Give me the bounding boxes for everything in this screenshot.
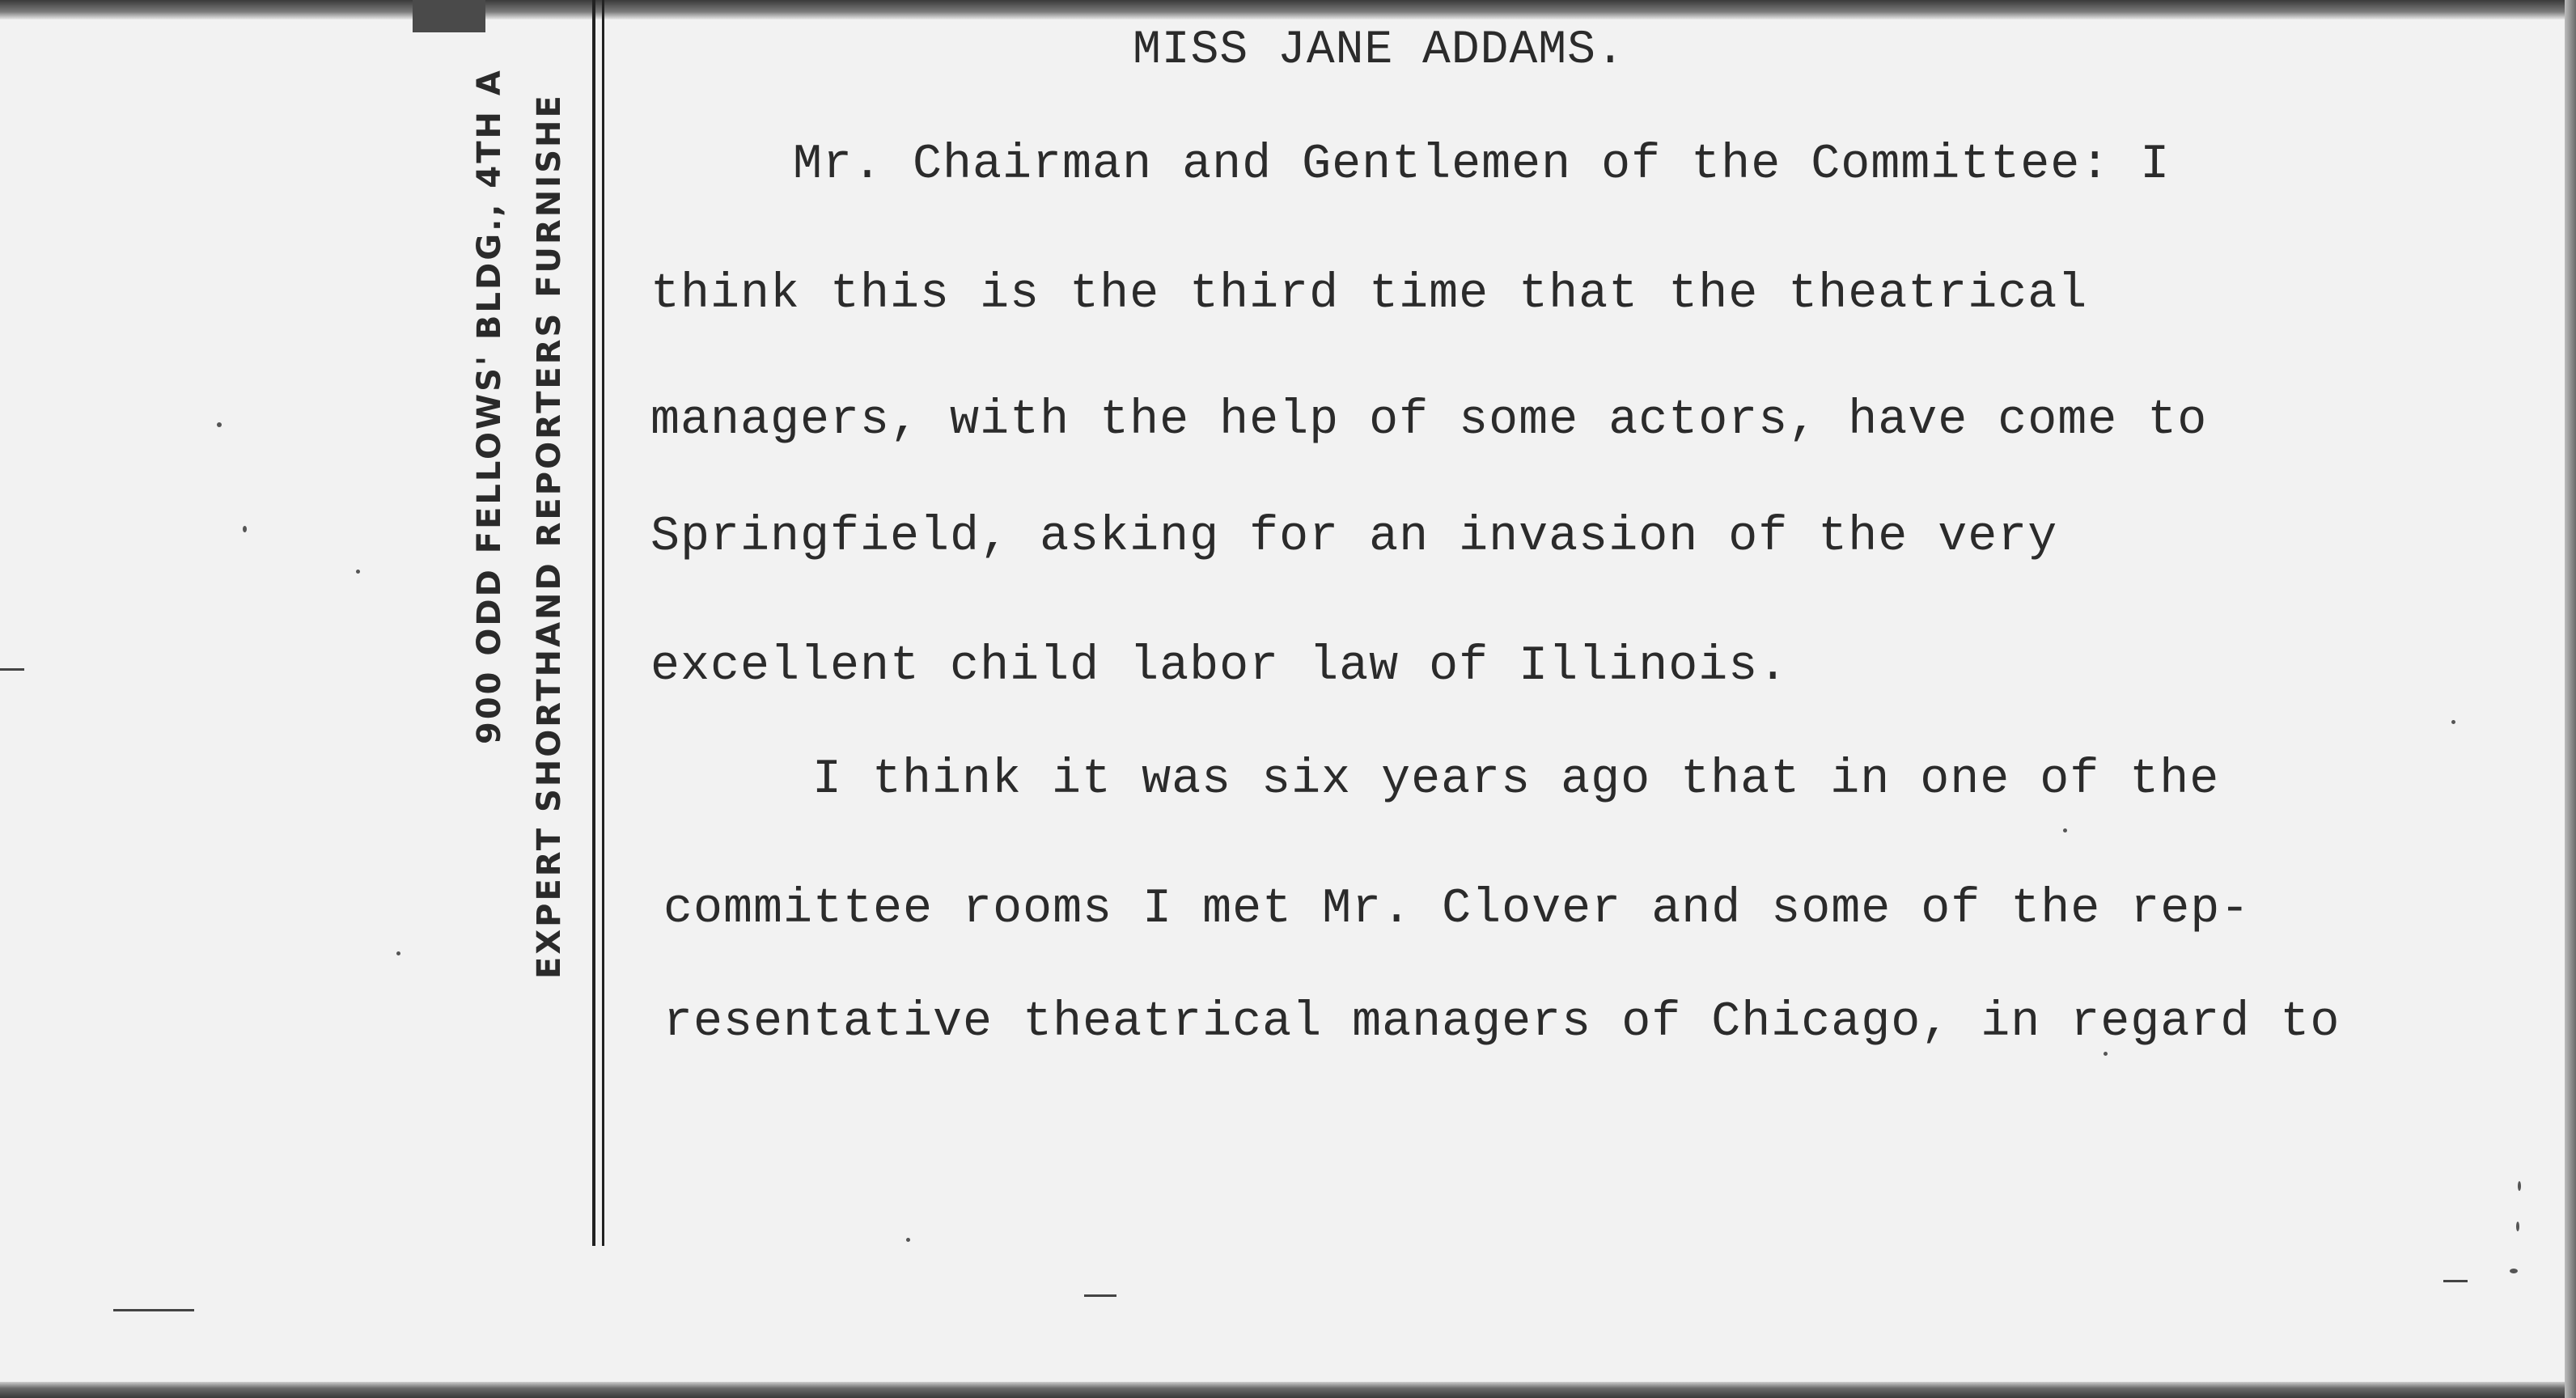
- document-title: MISS JANE ADDAMS.: [1133, 24, 1625, 77]
- scan-speck: [396, 951, 400, 955]
- scan-speck: [2451, 720, 2455, 724]
- scan-speck: [217, 422, 222, 427]
- scan-dash: [1084, 1294, 1116, 1297]
- margin-reporter-line: EXPERT SHORTHAND REPORTERS FURNISHE: [531, 93, 568, 979]
- scan-speck: [243, 526, 247, 532]
- scan-dash: [0, 668, 24, 671]
- text-line: excellent child labor law of Illinois.: [650, 639, 1789, 694]
- text-line: Springfield, asking for an invasion of the very: [650, 510, 2058, 565]
- scan-dash: [2443, 1280, 2468, 1282]
- scan-speck: [356, 570, 360, 574]
- text-line: Mr. Chairman and Gentlemen of the Committee: I: [793, 138, 2171, 193]
- margin-rule-left: [592, 0, 595, 1246]
- scan-speck: [906, 1238, 910, 1242]
- scan-dash: [113, 1309, 194, 1311]
- scan-border-top: [0, 0, 2576, 19]
- text-line: committee rooms I met Mr. Clover and some of the rep-: [663, 882, 2251, 937]
- scan-speck: [2516, 1222, 2519, 1231]
- scan-speck: [2063, 828, 2067, 832]
- text-line: think this is the third time that the theatrical: [650, 267, 2088, 322]
- scan-speck: [2510, 1269, 2518, 1273]
- margin-rule-right: [602, 0, 604, 1246]
- scan-border-bottom: [0, 1382, 2576, 1398]
- text-line: managers, with the help of some actors, have come to: [650, 393, 2208, 448]
- text-line: I think it was six years ago that in one of the: [812, 752, 2220, 807]
- scan-speck: [2104, 1052, 2108, 1056]
- margin-address: 900 ODD FELLOWS' BLDG., 4TH A: [471, 68, 508, 744]
- scan-border-right: [2565, 0, 2576, 1398]
- scan-speck: [2518, 1181, 2521, 1191]
- scan-border-tab: [413, 0, 485, 32]
- text-line: resentative theatrical managers of Chicago, in regard to: [663, 995, 2341, 1050]
